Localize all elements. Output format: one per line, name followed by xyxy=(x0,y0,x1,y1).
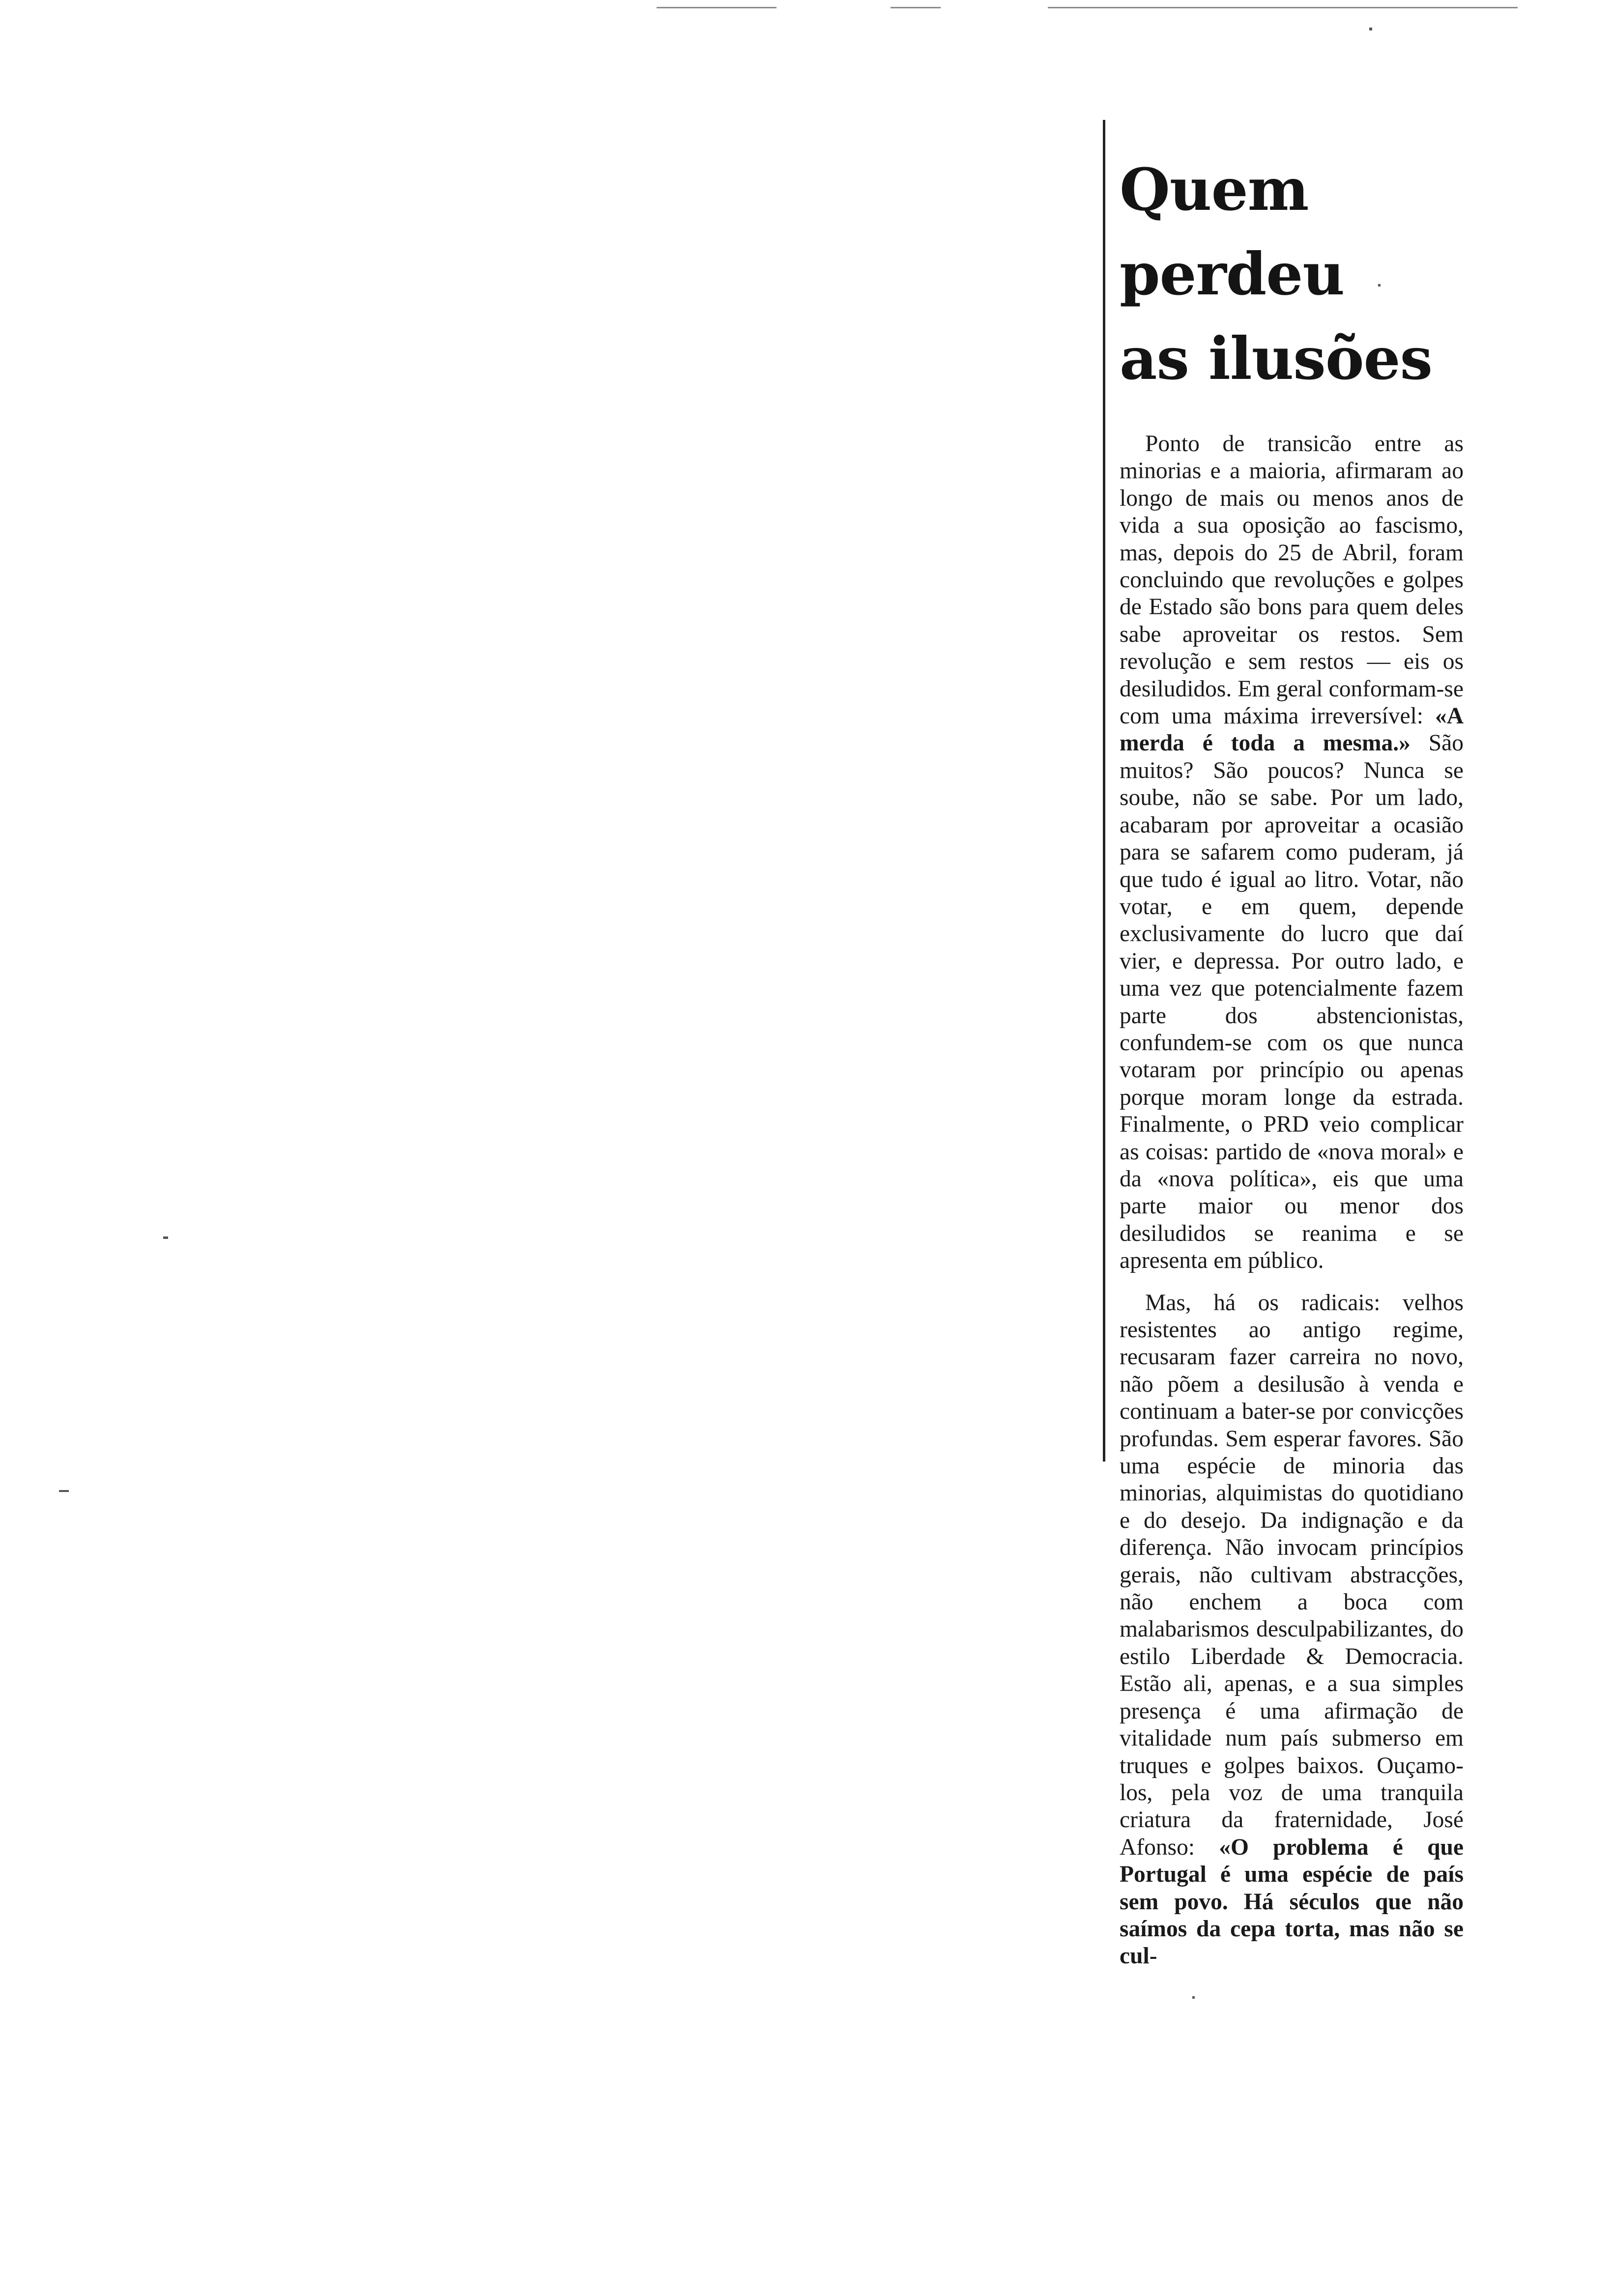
scan-speck xyxy=(1369,28,1372,30)
paragraph-text: São muitos? São poucos? Nunca se soube, não se sabe. Por um lado, acabaram por aproveitar a ocasião para se safarem como puderam, já que tudo é igual ao litro. Votar, não votar, e em quem, depende exclusivamente do lucro que daí vier, e depressa. Por outro lado, e uma vez que potencialmente fazem parte dos abstencionistas, confundem-se com os que nunca votaram por princípio ou apenas porque moram longe da estrada. Finalmente, o PRD veio complicar as coisas: partido de «nova moral» e da «nova política», eis que uma parte maior ou menor dos desiludidos se reanima e se apresenta em público. xyxy=(1120,730,1464,1274)
bold-quote: «A merda é toda a mesma.» xyxy=(1120,703,1464,756)
bold-quote: «O problema é que Portugal é uma espécie de país sem povo. Há séculos que não saímos da cepa torta, mas não se cul- xyxy=(1120,1834,1464,1969)
top-scan-line xyxy=(891,7,941,8)
body-paragraph-2 xyxy=(1120,1290,1464,1970)
scan-speck xyxy=(1192,1996,1195,1999)
newspaper-article xyxy=(1120,147,1464,1970)
paragraph-text: Ponto de transicão entre as minorias e a maioria, afirmaram ao longo de mais ou menos anos de vida a sua oposição ao fascismo, mas, depois do 25 de Abril, foram concluindo que revoluções e golpes de Estado são bons para quem deles sabe aproveitar os restos. Sem revolução e sem restos — eis os desiludidos. Em geral conformam-se com uma máxima irreversível: xyxy=(1120,431,1464,729)
paragraph-text: Mas, há os radicais: velhos resistentes ao antigo regime, recusaram fazer carreira no novo, não põem a desilusão à venda e continuam a bater-se por convicções profundas. Sem esperar favores. São uma espécie de minoria das minorias, alquimistas do quotidiano e do desejo. Da indignação e da diferença. Não invocam princípios gerais, não cultivam abstracções, não enchem a boca com malabarismos desculpabilizantes, do estilo Liberdade & Democracia. Estão ali, apenas, e a sua simples presença é uma afirmação de vitalidade num país submerso em truques e golpes baixos. Ouçamo-los, pela voz de uma tranquila criatura da fraternidade, José Afonso: xyxy=(1120,1290,1464,1860)
headline-line: perdeu xyxy=(1120,240,1345,308)
scan-speck xyxy=(59,1490,69,1492)
headline-line: as ilusões xyxy=(1120,324,1433,393)
body-paragraph-1 xyxy=(1120,430,1464,1275)
scan-speck xyxy=(163,1236,168,1239)
column-rule xyxy=(1103,120,1105,1462)
top-scan-line xyxy=(1048,7,1518,8)
headline-line: Quem xyxy=(1120,155,1309,224)
top-scan-line xyxy=(657,7,777,8)
article-headline xyxy=(1120,147,1464,401)
